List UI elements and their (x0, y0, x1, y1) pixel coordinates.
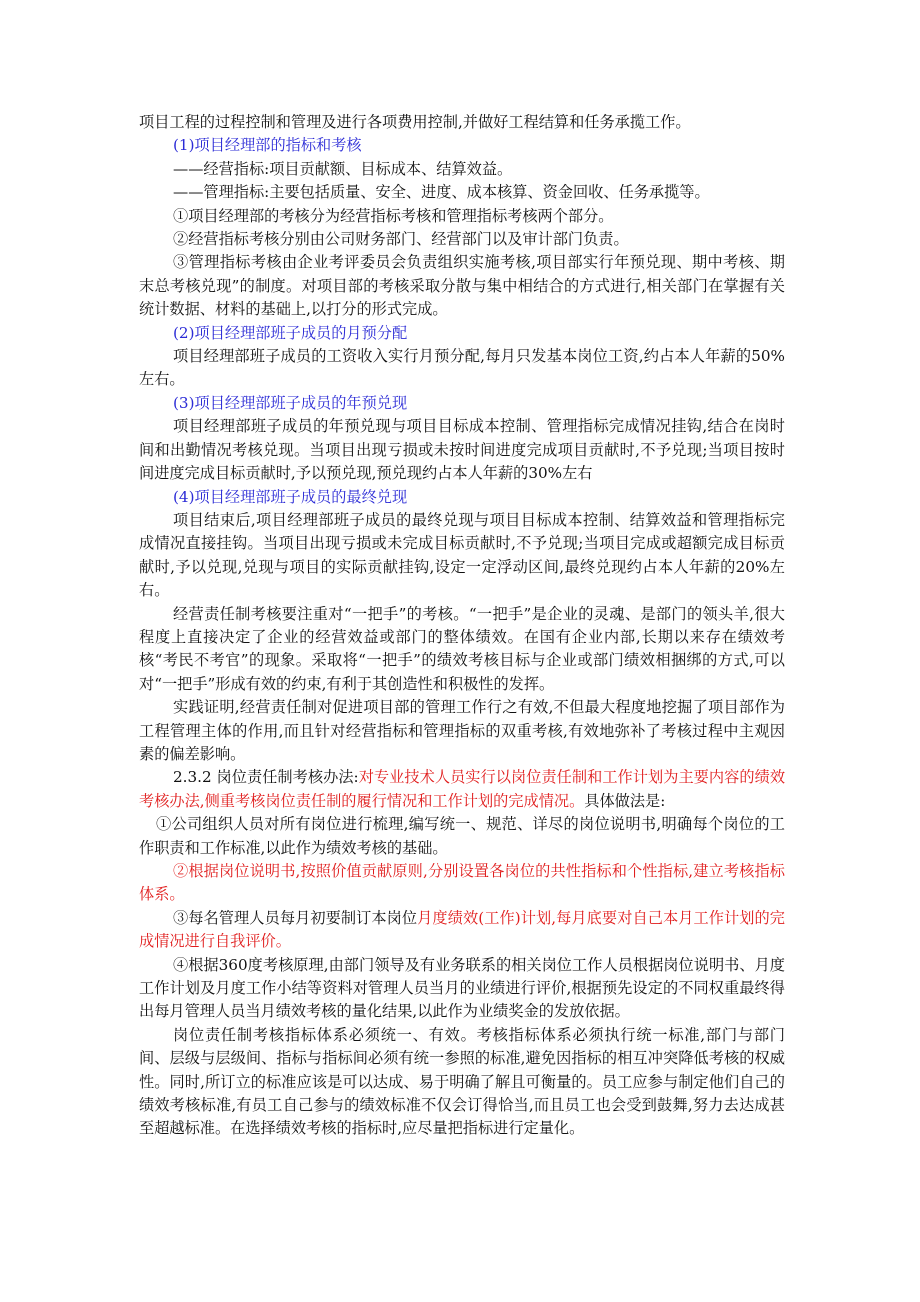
paragraph-section-232 (139, 766, 785, 813)
paragraph-item-3: ③管理指标考核由企业考评委员会负责组织实施考核,项目部实行年预兑现、期中考核、期末总考核兑现”的制度。对项目部的考核采取分散与集中相结合的方式进行,相关部门在掌握有关统计数据、材料的基础上,以打分的形式完成。 (139, 253, 785, 319)
paragraph-business-indicators: ——经营指标:项目贡献额、目标成本、结算效益。 (173, 159, 513, 178)
paragraph-management-indicators: ——管理指标:主要包括质量、安全、进度、成本核算、资金回收、任务承揽等。 (173, 183, 710, 202)
paragraph-monthly-plan (139, 907, 785, 954)
section-232-suffix: 具体做法是: (584, 791, 666, 810)
paragraph-360-assessment: ④根据360度考核原理,由部门领导及有业务联系的相关岗位工作人员根据岗位说明书、月度工作计划及月度工作小结等资料对管理人员当月的业绩进行评价,根据预先设定的不同权重最终得出每月管理人员当月绩效考核的量化结果,以此作为业绩奖金的发放依据。 (139, 955, 785, 1021)
heading-indicators-assessment: (1)项目经理部的指标和考核 (173, 136, 362, 155)
paragraph-item-1: ①项目经理部的考核分为经营指标考核和管理指标考核两个部分。 (173, 206, 614, 225)
paragraph-top-leader: 经营责任制考核要注重对“一把手”的考核。“一把手”是企业的灵魂、是部门的领头羊,很大程度上直接决定了企业的经营效益或部门的整体绩效。在国有企业内部,长期以来存在绩效考核“考民不考官”的现象。采取将“一把手”的绩效考核目标与企业或部门绩效相捆绑的方式,可以对“一把手”形成有效的约束,有利于其创造性和积极性的发挥。 (139, 604, 785, 693)
paragraph-final-cashing: 项目结束后,项目经理部班子成员的最终兑现与项目目标成本控制、结算效益和管理指标完成情况直接挂钩。当项目出现亏损或未完成目标贡献时,不予兑现;当项目完成或超额完成目标贡献时,予以兑现,兑现与项目的实际贡献挂钩,设定一定浮动区间,最终兑现约占本人年薪的20%左右。 (139, 510, 785, 600)
section-232-prefix: 2.3.2 岗位责任制考核办法: (173, 768, 359, 787)
document-body (139, 111, 785, 1141)
heading-final-cashing: (4)项目经理部班子成员的最终兑现 (173, 487, 408, 506)
paragraph-item-2: ②经营指标考核分别由公司财务部门、经营部门以及审计部门负责。 (173, 230, 629, 249)
heading-monthly-allocation: (2)项目经理部班子成员的月预分配 (173, 323, 408, 342)
monthly-plan-prefix: ③每名管理人员每月初要制订本岗位 (173, 908, 418, 927)
paragraph-job-description: ①公司组织人员对所有岗位进行梳理,编写统一、规范、详尽的岗位说明书,明确每个岗位的工作职责和工作标准,以此作为绩效考核的基础。 (139, 815, 785, 857)
paragraph-annual-cashing: 项目经理部班子成员的年预兑现与项目目标成本控制、管理指标完成情况挂钩,结合在岗时间和出勤情况考核兑现。当项目出现亏损或未按时间进度完成项目贡献时,不予兑现;当项目按时间进度完成目标贡献时,予以预兑现,预兑现约占本人年薪的30%左右 (139, 417, 785, 483)
paragraph-practice: 实践证明,经营责任制对促进项目部的管理工作行之有效,不但最大程度地挖掘了项目部作为工程管理主体的作用,而且针对经营指标和管理指标的双重考核,有效地弥补了考核过程中主观因素的偏差影响。 (139, 698, 785, 763)
paragraph-unified-standards: 岗位责任制考核指标体系必须统一、有效。考核指标体系必须执行统一标准,部门与部门间、层级与层级间、指标与指标间必须有统一参照的标准,避免因指标的相互冲突降低考核的权威性。同时,所订立的标准应该是可以达成、易于明确了解且可衡量的。员工应参与制定他们自己的绩效考核标准,有员工自己参与的绩效标准不仅会订得恰当,而且员工也会受到鼓舞,努力去达成甚至超越标准。在选择绩效考核的指标时,应尽量把指标进行定量化。 (139, 1025, 785, 1138)
section-232-highlight: 对专业技术人员实行以岗位责任制和工作计划为主要内容的绩效考核办法,侧重考核岗位责任制的履行情况和工作计划的完成情况。 (139, 768, 786, 810)
paragraph-indicator-system: ②根据岗位说明书,按照价值贡献原则,分别设置各岗位的共性指标和个性指标,建立考核指标体系。 (139, 862, 785, 904)
heading-annual-cashing: (3)项目经理部班子成员的年预兑现 (173, 393, 408, 412)
paragraph-monthly-allocation: 项目经理部班子成员的工资收入实行月预分配,每月只发基本岗位工资,约占本人年薪的50%左右。 (139, 347, 785, 389)
monthly-plan-highlight: 月度绩效(工作)计划,每月底要对自己本月工作计划的完成情况进行自我评价。 (139, 908, 785, 951)
paragraph-intro: 项目工程的过程控制和管理及进行各项费用控制,并做好工程结算和任务承揽工作。 (139, 113, 691, 131)
